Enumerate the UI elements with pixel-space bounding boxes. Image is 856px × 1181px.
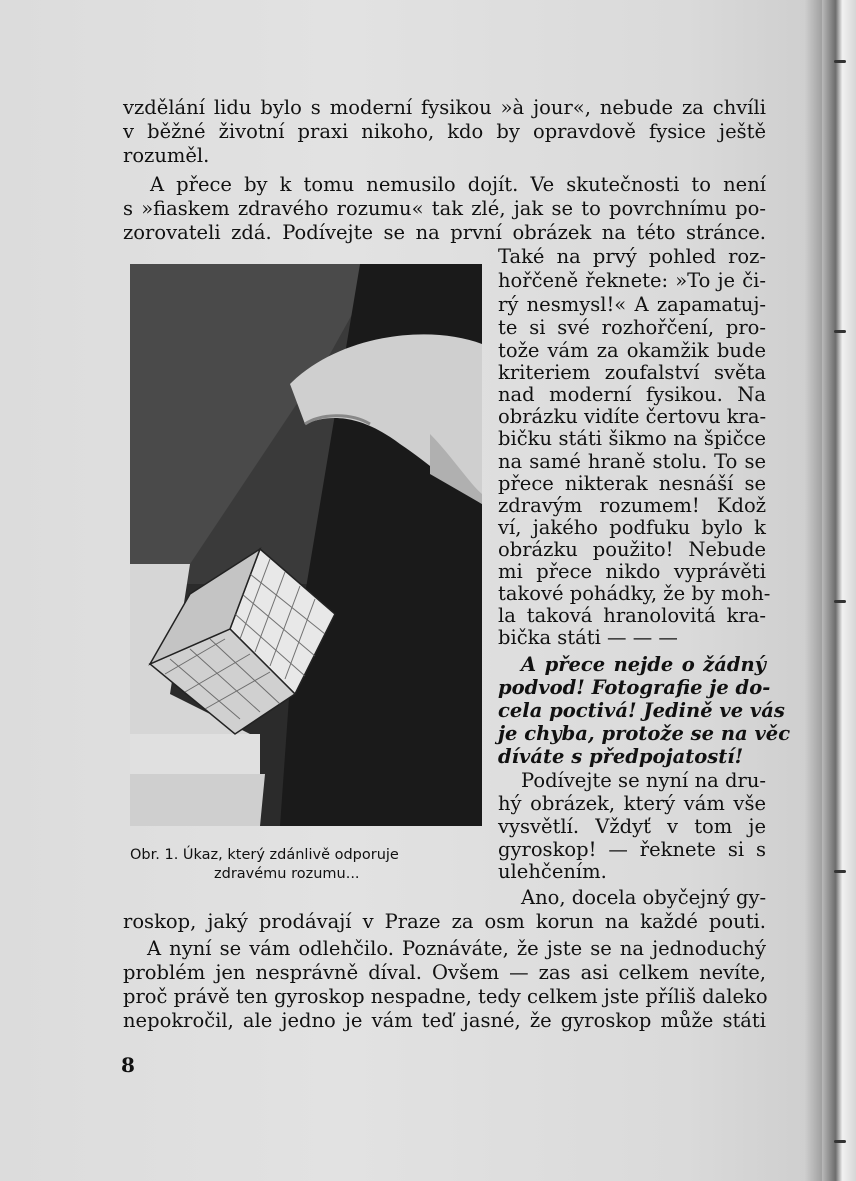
caption-line: Obr. 1. Úkaz, který zdánlivě odporuje	[130, 847, 399, 863]
column-line: mi přece nikdo vyprávěti	[498, 560, 766, 583]
column-line: Také na prvý pohled roz-	[498, 245, 766, 268]
column-line: vysvětlí. Vždyť v tom je	[498, 815, 766, 838]
column-line: te si své rozhořčení, pro-	[498, 316, 766, 339]
column-line: obrázku vidíte čertovu kra-	[498, 405, 767, 428]
column-line: rý nesmysl!« A zapamatuj-	[498, 293, 766, 316]
column-line: hý obrázek, který vám vše	[498, 792, 766, 815]
book-binding	[822, 0, 856, 1181]
figure-photo-box-on-table-edge	[130, 264, 482, 826]
text-line: v běžné životní praxi nikoho, kdo by opravdově fysice ještě	[123, 120, 766, 143]
column-line: gyroskop! — řeknete si s	[498, 838, 766, 861]
column-line: ví, jakého podfuku bylo k	[498, 516, 766, 539]
text-line: nepokročil, ale jedno je vám teď jasné, že gyroskop může státi	[123, 1009, 766, 1032]
page-number: 8	[121, 1053, 135, 1077]
figure-caption	[130, 846, 482, 884]
text-line: s »fiaskem zdravého rozumu« tak zlé, jak se to povrchnímu po-	[123, 197, 766, 220]
column-line: hořčeně řeknete: »To je či-	[498, 269, 766, 292]
text-line: Ano, docela obyčejný gy-	[521, 886, 767, 909]
column-line: na samé hraně stolu. To se	[498, 450, 766, 473]
text-line: roskop, jaký prodávají v Praze za osm korun na každé pouti.	[123, 910, 766, 933]
text-line: A přece by k tomu nemusilo dojít. Ve skutečnosti to není	[150, 173, 766, 196]
text-line: problém jen nesprávně díval. Ovšem — zas asi celkem nevíte,	[123, 961, 766, 984]
column-line: ulehčením.	[498, 860, 607, 883]
column-line: la taková hranolovitá kra-	[498, 604, 766, 627]
column-italic-line: je chyba, protože se na věc	[498, 722, 791, 745]
column-line: zdravým rozumem! Kdož	[498, 494, 766, 517]
column-line: přece nikterak nesnáší se	[498, 472, 766, 495]
text-line: vzdělání lidu bylo s moderní fysikou »à jour«, nebude za chvíli	[123, 96, 766, 119]
column-line: nad moderní fysikou. Na	[498, 383, 766, 406]
text-line: A nyní se vám odlehčilo. Poznáváte, že jste se na jednoduchý	[147, 937, 766, 960]
text-line: zorovateli zdá. Podívejte se na první obrázek na této stránce.	[123, 221, 766, 244]
text-line: rozuměl.	[123, 144, 210, 167]
column-line: bička státi — — —	[498, 626, 678, 649]
column-line: takové pohádky, že by moh-	[498, 582, 771, 605]
column-italic-line: cela poctivá! Jedině ve vás	[498, 699, 785, 722]
column-italic-line: díváte s předpojatostí!	[498, 745, 744, 768]
column-italic-line: A přece nejde o žádný	[521, 653, 766, 676]
column-italic-line: podvod! Fotografie je do-	[498, 676, 771, 699]
column-line: kriteriem zoufalství světa	[498, 361, 766, 384]
caption-line: zdravému rozumu...	[214, 866, 360, 882]
column-line: obrázku použito! Nebude	[498, 538, 766, 561]
text-line: proč právě ten gyroskop nespadne, tedy celkem jste příliš daleko	[123, 985, 768, 1008]
column-line: Podívejte se nyní na dru-	[521, 769, 766, 792]
column-line: bičku státi šikmo na špičce	[498, 427, 766, 450]
column-line: tože vám za okamžik bude	[498, 339, 766, 362]
